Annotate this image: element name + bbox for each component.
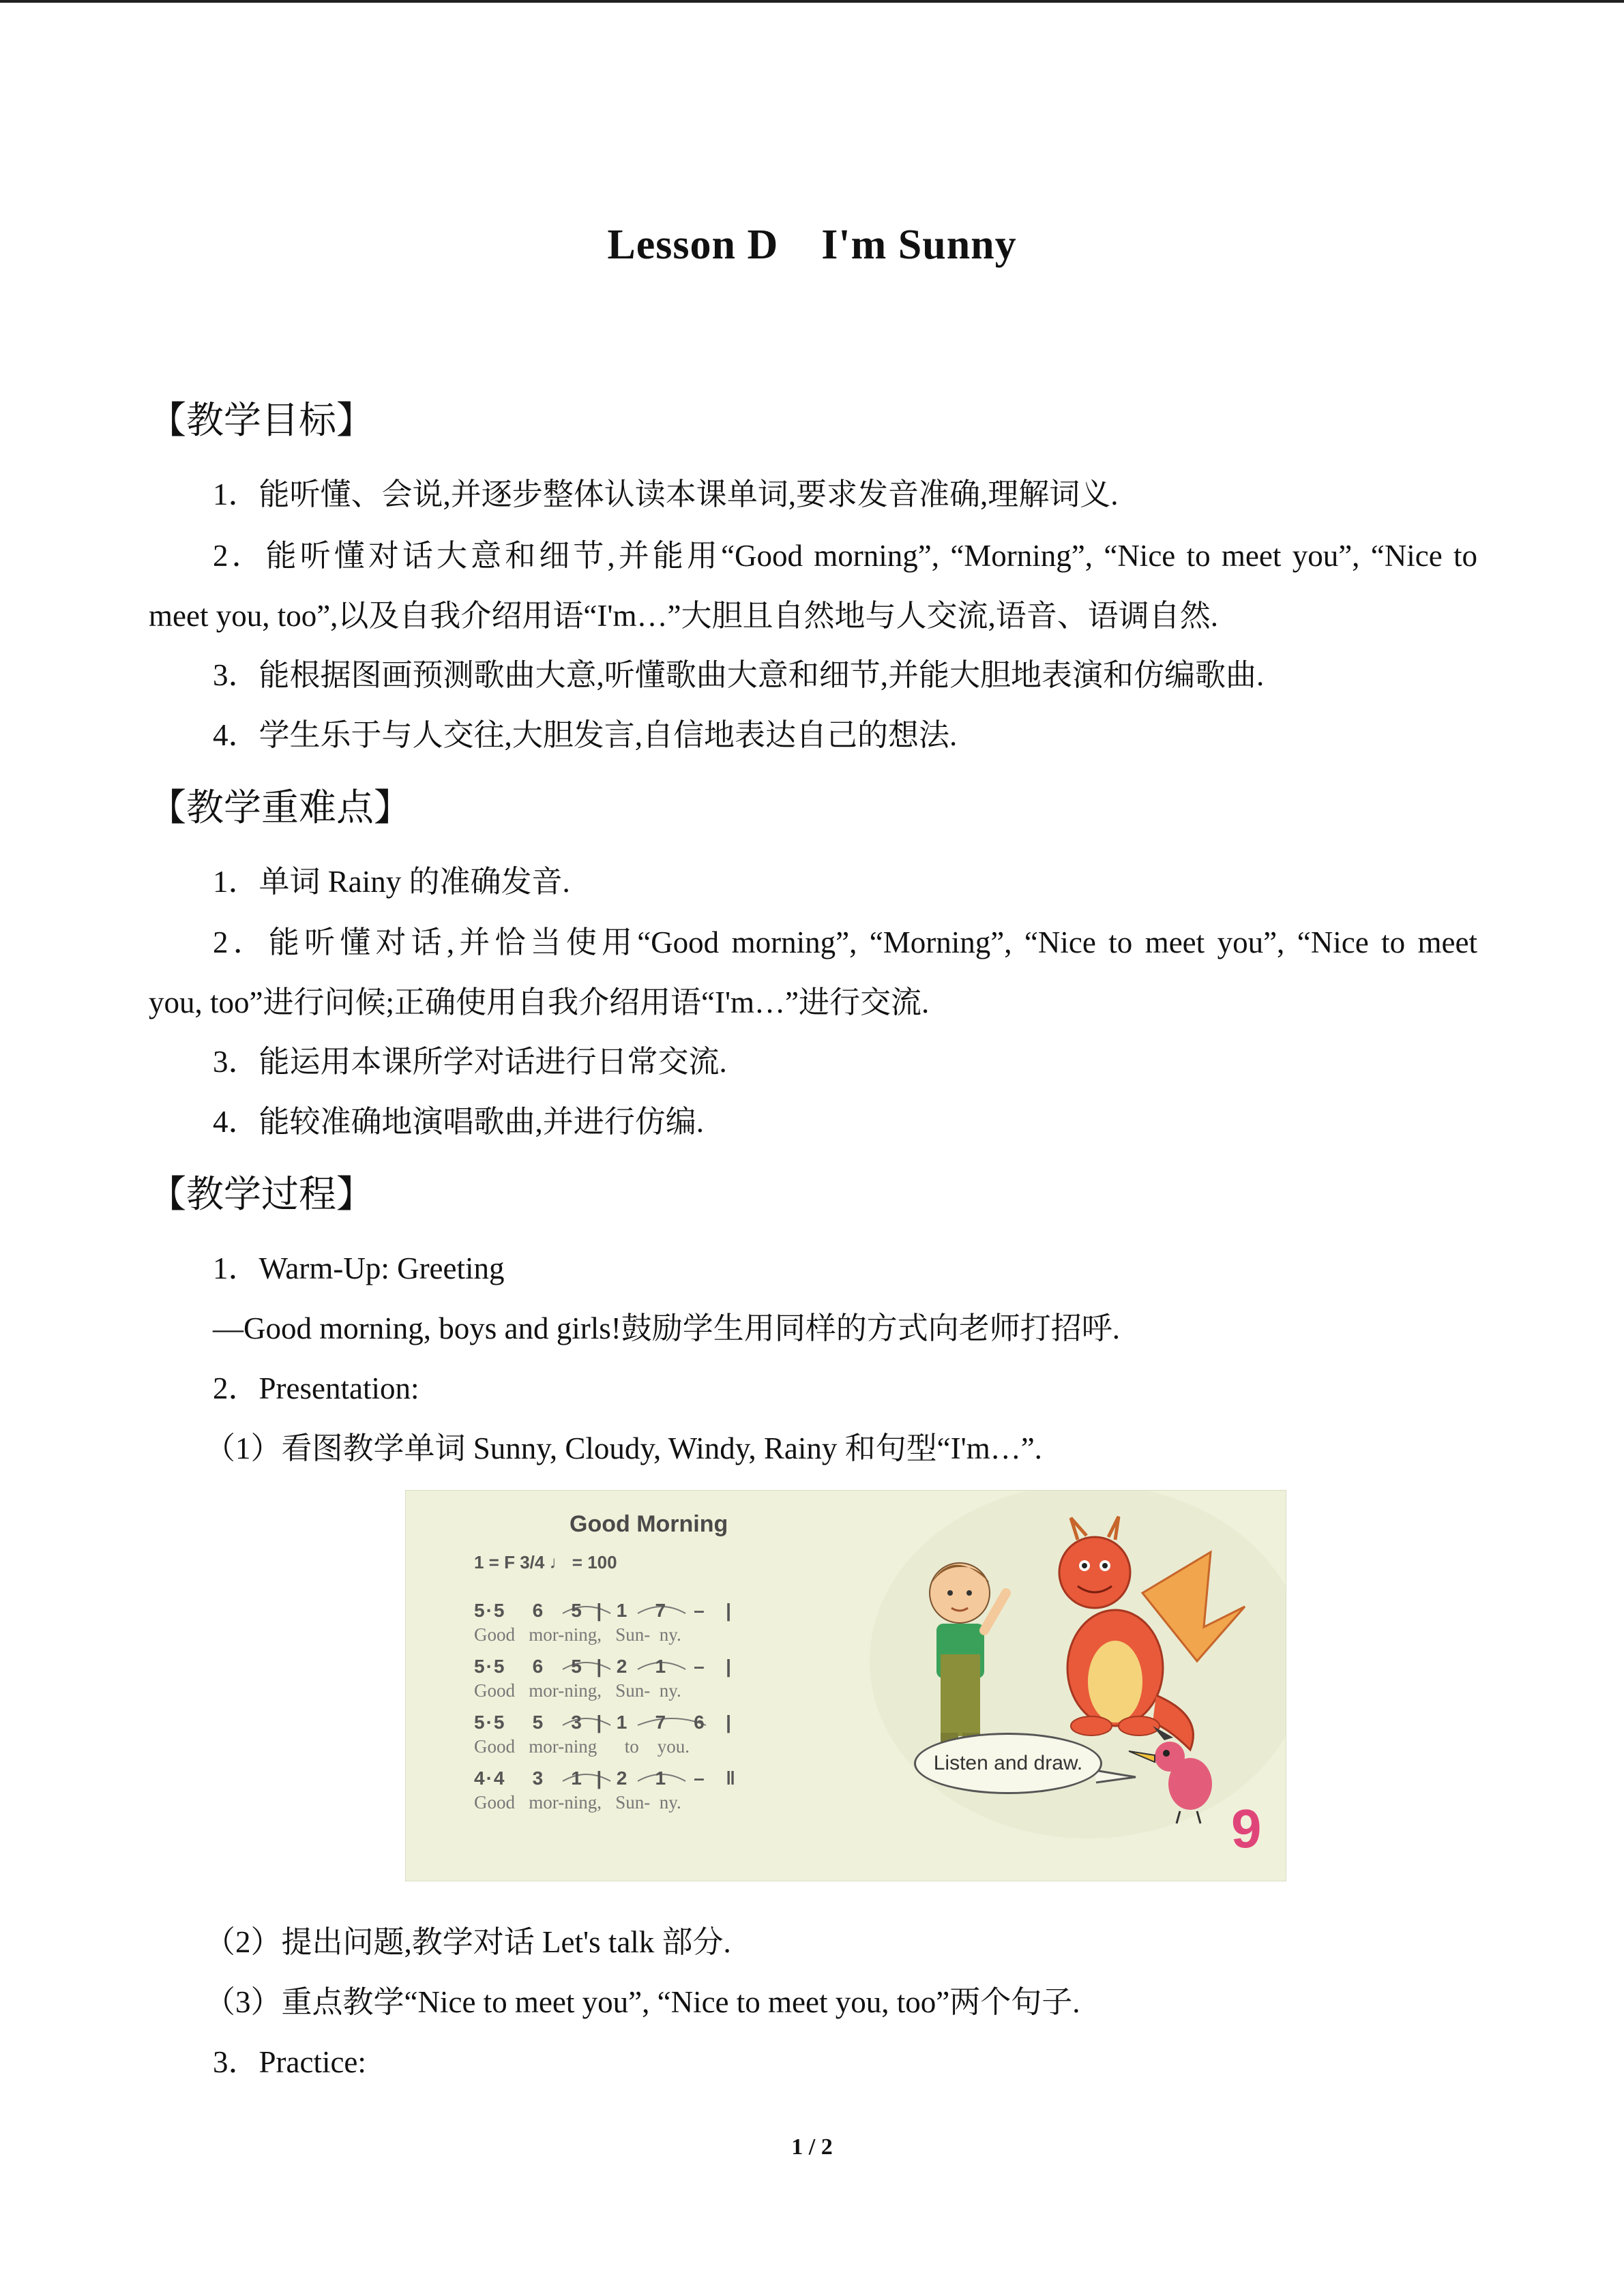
notes-row-1: 5·5 6 5 | 1 7 – |: [474, 1600, 733, 1621]
notes-row-2: 5·5 6 5 | 2 1 – |: [474, 1656, 733, 1677]
step-2-item-1: （1）看图教学单词 Sunny, Cloudy, Windy, Rainy 和句型“I'm…”.: [205, 1431, 1042, 1465]
key-point-1: 1．单词 Rainy 的准确发音.: [213, 865, 570, 899]
notes-row-3: 5·5 5 3 | 1 7 6 |: [474, 1712, 733, 1733]
book-page-number: 9: [1231, 1798, 1262, 1859]
step-2-item-2: （2）提出问题,教学对话 Let's talk 部分.: [205, 1925, 731, 1959]
step-1-text: —Good morning, boys and girls!鼓励学生用同样的方式向老师打招呼.: [213, 1311, 1120, 1345]
heading-key-points: 【教学重难点】: [149, 786, 412, 829]
notes-row-4: 4·4 3 1 | 2 1 – ‖: [474, 1768, 737, 1789]
step-1-title: 1．Warm-Up: Greeting: [213, 1251, 505, 1285]
speech-bubble: [914, 1733, 1102, 1794]
step-2-item-3: （3）重点教学“Nice to meet you”, “Nice to meet you, too”两个句子.: [205, 1985, 1080, 2019]
page-number: 1 / 2: [791, 2134, 833, 2160]
lyrics-row-4: Good mor-ning, Sun- ny.: [474, 1792, 681, 1813]
lyrics-row-2: Good mor-ning, Sun- ny.: [474, 1680, 681, 1701]
objective-1: 1．能听懂、会说,并逐步整体认读本课单词,要求发音准确,理解词义.: [213, 477, 1119, 511]
song-title: Good Morning: [570, 1511, 728, 1537]
key-point-3: 3．能运用本课所学对话进行日常交流.: [213, 1045, 727, 1079]
key-point-4: 4．能较准确地演唱歌曲,并进行仿编.: [213, 1105, 705, 1139]
speech-bubble-text: Listen and draw.: [933, 1752, 1083, 1774]
objective-4: 4．学生乐于与人交往,大胆发言,自信地表达自己的想法.: [213, 718, 958, 752]
step-3-title: 3．Practice:: [213, 2045, 366, 2079]
top-border: [0, 0, 1624, 3]
lyrics-row-1: Good mor-ning, Sun- ny.: [474, 1624, 681, 1645]
heading-process: 【教学过程】: [149, 1172, 374, 1216]
song-key-signature: 1 = F 3/4 ♩ = 100: [474, 1552, 617, 1572]
step-2-title: 2．Presentation:: [213, 1371, 419, 1405]
objective-2-line1: 2．能听懂对话大意和细节,并能用“Good morning”, “Morning”, “Nice to meet you”, “Nice to: [213, 539, 1477, 573]
lyrics-row-3: Good mor-ning to you.: [474, 1736, 690, 1757]
objective-2-line2: meet you, too”,以及自我介绍用语“I'm…”大胆且自然地与人交流,语音、语调自然.: [149, 599, 1218, 633]
key-point-2-line1: 2．能听懂对话,并恰当使用“Good morning”, “Morning”, “Nice to meet you”, “Nice to meet: [213, 925, 1477, 959]
heading-objectives: 【教学目标】: [149, 398, 374, 442]
lesson-title: Lesson D I'm Sunny: [607, 222, 1017, 268]
objective-3: 3．能根据图画预测歌曲大意,听懂歌曲大意和细节,并能大胆地表演和仿编歌曲.: [213, 658, 1265, 692]
song-illustration: [405, 1490, 1286, 1881]
key-point-2-line2: you, too”进行问候;正确使用自我介绍用语“I'm…”进行交流.: [149, 985, 930, 1019]
